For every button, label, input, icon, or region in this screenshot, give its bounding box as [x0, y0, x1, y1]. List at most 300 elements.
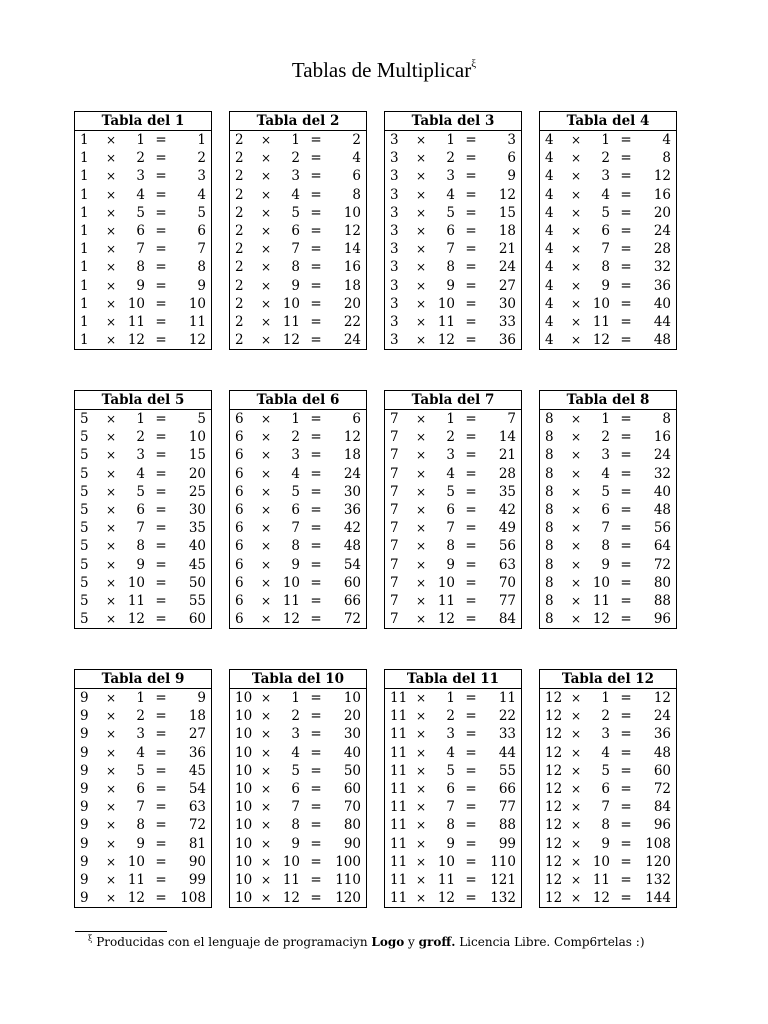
table-row	[540, 410, 676, 428]
product: 42	[498, 501, 516, 518]
multiplier: 9	[446, 835, 455, 852]
table-row	[385, 258, 521, 276]
table-row	[540, 446, 676, 464]
multiplicand: 7	[390, 574, 399, 591]
table-row	[540, 149, 676, 167]
product: 18	[188, 708, 206, 725]
times-sign: ×	[570, 151, 582, 166]
multiplier: 10	[592, 574, 610, 591]
product: 60	[188, 611, 206, 628]
product: 50	[188, 574, 206, 591]
multiplier: 11	[282, 313, 300, 330]
multiplicand: 5	[80, 611, 89, 628]
times-sign: ×	[415, 169, 427, 184]
multiplier: 8	[291, 259, 300, 276]
multiplier: 6	[291, 222, 300, 239]
multiplier: 5	[291, 762, 300, 779]
times-sign: ×	[570, 187, 582, 202]
multiplier: 2	[291, 708, 300, 725]
product: 8	[352, 186, 361, 203]
multiplier: 5	[291, 204, 300, 221]
table-row	[230, 446, 366, 464]
multiplicand: 6	[235, 411, 244, 427]
multiplier: 10	[437, 853, 455, 870]
multiplicand: 7	[390, 411, 399, 427]
multiplicand: 7	[390, 611, 399, 628]
multiplier: 3	[291, 168, 300, 185]
table-row	[385, 798, 521, 816]
times-sign: ×	[415, 242, 427, 257]
table-row	[540, 762, 676, 780]
equals-sign: =	[465, 259, 477, 276]
multiplier: 7	[136, 241, 145, 258]
table-row	[540, 574, 676, 592]
times-sign: ×	[105, 278, 117, 293]
times-sign: ×	[105, 557, 117, 572]
table-row	[385, 816, 521, 834]
table-row	[75, 574, 211, 592]
table-row	[75, 277, 211, 295]
times-sign: ×	[570, 575, 582, 590]
table-row	[230, 889, 366, 907]
product: 22	[343, 313, 361, 330]
product: 55	[188, 592, 206, 609]
product: 21	[498, 241, 516, 258]
times-sign: ×	[570, 557, 582, 572]
equals-sign: =	[465, 313, 477, 330]
times-sign: ×	[415, 872, 427, 887]
multiplicand: 11	[390, 762, 408, 779]
product: 12	[653, 168, 671, 185]
multiplier: 7	[601, 799, 610, 816]
times-sign: ×	[260, 854, 272, 869]
multiplier: 6	[291, 780, 300, 797]
product: 84	[498, 611, 516, 628]
table-header: Tabla del 8	[540, 391, 676, 410]
title-footnote-mark: ξ	[471, 58, 477, 70]
table-row	[385, 889, 521, 907]
multiplicand: 10	[235, 690, 253, 706]
multiplicand: 10	[235, 817, 253, 834]
multiplier: 1	[136, 132, 145, 148]
table-row	[385, 501, 521, 519]
multiplicand: 3	[390, 332, 399, 349]
product: 16	[343, 259, 361, 276]
multiplicand: 4	[545, 168, 554, 185]
equals-sign: =	[620, 204, 632, 221]
table-row	[75, 610, 211, 628]
equals-sign: =	[620, 132, 632, 148]
table-row	[385, 707, 521, 725]
product: 18	[498, 222, 516, 239]
product: 20	[343, 295, 361, 312]
equals-sign: =	[620, 483, 632, 500]
multiplicand: 3	[390, 259, 399, 276]
multiplicand: 1	[80, 313, 89, 330]
table-row	[75, 186, 211, 204]
equals-sign: =	[155, 277, 167, 294]
table-row	[385, 610, 521, 628]
times-sign: ×	[570, 763, 582, 778]
table-row	[230, 762, 366, 780]
table-row	[540, 519, 676, 537]
multiplicand: 7	[390, 556, 399, 573]
table-row	[540, 556, 676, 574]
multiplicand: 4	[545, 186, 554, 203]
multiplier: 11	[282, 871, 300, 888]
equals-sign: =	[310, 853, 322, 870]
times-sign: ×	[415, 691, 427, 705]
times-sign: ×	[260, 575, 272, 590]
multiplier: 8	[601, 817, 610, 834]
times-sign: ×	[415, 484, 427, 499]
multiplier: 8	[291, 817, 300, 834]
table-row	[230, 519, 366, 537]
table-row	[230, 835, 366, 853]
multiplicand: 7	[390, 592, 399, 609]
table-row	[230, 204, 366, 222]
multiplier: 3	[446, 447, 455, 464]
table-row	[230, 744, 366, 762]
multiplicand: 5	[80, 556, 89, 573]
equals-sign: =	[155, 556, 167, 573]
multiplicand: 10	[235, 853, 253, 870]
times-sign: ×	[415, 539, 427, 554]
multiplicand: 5	[80, 465, 89, 482]
times-sign: ×	[260, 151, 272, 166]
multiplier: 8	[601, 259, 610, 276]
product: 32	[653, 465, 671, 482]
product: 14	[498, 429, 516, 446]
multiplicand: 12	[545, 817, 563, 834]
equals-sign: =	[155, 726, 167, 743]
product: 27	[498, 277, 516, 294]
product: 48	[343, 538, 361, 555]
times-sign: ×	[570, 818, 582, 833]
times-sign: ×	[105, 314, 117, 329]
product: 70	[343, 799, 361, 816]
multiplicand: 5	[80, 447, 89, 464]
product: 36	[343, 501, 361, 518]
multiplicand: 4	[545, 332, 554, 349]
table-row	[230, 167, 366, 185]
times-sign: ×	[260, 691, 272, 705]
product: 4	[662, 132, 671, 148]
table-row	[75, 537, 211, 555]
multiplicand: 8	[545, 501, 554, 518]
multiplier: 10	[127, 295, 145, 312]
multiplier: 12	[127, 332, 145, 349]
table-row	[230, 574, 366, 592]
multiplier: 10	[592, 853, 610, 870]
equals-sign: =	[310, 690, 322, 706]
table-row	[230, 149, 366, 167]
product: 56	[498, 538, 516, 555]
equals-sign: =	[620, 168, 632, 185]
table-row	[75, 689, 211, 707]
product: 36	[653, 277, 671, 294]
times-sign: ×	[105, 205, 117, 220]
multiplicand: 2	[235, 168, 244, 185]
table-row	[75, 258, 211, 276]
multiplier: 5	[136, 204, 145, 221]
times-sign: ×	[260, 466, 272, 481]
footnote-text-2: y	[404, 935, 419, 949]
table-row	[385, 835, 521, 853]
multiplier: 1	[291, 690, 300, 706]
equals-sign: =	[465, 132, 477, 148]
multiplicand: 7	[390, 520, 399, 537]
times-sign: ×	[260, 333, 272, 348]
times-sign: ×	[105, 800, 117, 815]
times-sign: ×	[260, 448, 272, 463]
multiplicand: 8	[545, 411, 554, 427]
equals-sign: =	[155, 411, 167, 427]
multiplicand: 6	[235, 592, 244, 609]
table-row	[385, 410, 521, 428]
table-row	[385, 574, 521, 592]
multiplicand: 11	[390, 726, 408, 743]
times-sign: ×	[105, 242, 117, 257]
multiplicand: 10	[235, 708, 253, 725]
product: 11	[188, 313, 206, 330]
multiplicand: 6	[235, 520, 244, 537]
equals-sign: =	[465, 186, 477, 203]
multiplier: 1	[291, 132, 300, 148]
product: 108	[645, 835, 671, 852]
equals-sign: =	[310, 277, 322, 294]
equals-sign: =	[155, 520, 167, 537]
times-sign: ×	[415, 296, 427, 311]
table-row	[385, 556, 521, 574]
multiplier: 6	[446, 222, 455, 239]
equals-sign: =	[310, 835, 322, 852]
multiplicand: 8	[545, 447, 554, 464]
multiplier: 2	[136, 708, 145, 725]
table-row	[230, 537, 366, 555]
table-row	[75, 707, 211, 725]
multiplicand: 6	[235, 556, 244, 573]
table-row	[385, 537, 521, 555]
product: 3	[197, 168, 206, 185]
product: 80	[653, 574, 671, 591]
equals-sign: =	[465, 611, 477, 628]
product: 60	[653, 762, 671, 779]
equals-sign: =	[465, 447, 477, 464]
multiplier: 11	[127, 592, 145, 609]
times-sign: ×	[570, 502, 582, 517]
product: 45	[188, 762, 206, 779]
times-sign: ×	[105, 223, 117, 238]
multiplicand: 9	[80, 871, 89, 888]
product: 28	[653, 241, 671, 258]
multiplier: 9	[446, 277, 455, 294]
footnote	[88, 934, 645, 949]
equals-sign: =	[465, 332, 477, 349]
times-sign: ×	[260, 242, 272, 257]
times-sign: ×	[105, 260, 117, 275]
times-sign: ×	[570, 260, 582, 275]
equals-sign: =	[620, 744, 632, 761]
equals-sign: =	[620, 411, 632, 427]
product: 12	[343, 429, 361, 446]
multiplier: 3	[446, 168, 455, 185]
table-row	[540, 331, 676, 349]
table-row	[75, 725, 211, 743]
times-sign: ×	[105, 187, 117, 202]
multiplicand: 7	[390, 429, 399, 446]
multiplicand: 10	[235, 780, 253, 797]
multiplier: 9	[601, 556, 610, 573]
equals-sign: =	[465, 411, 477, 427]
times-sign: ×	[260, 169, 272, 184]
times-sign: ×	[260, 593, 272, 608]
product: 30	[498, 295, 516, 312]
multiplicand: 2	[235, 295, 244, 312]
equals-sign: =	[155, 799, 167, 816]
multiplicand: 8	[545, 574, 554, 591]
table-row	[540, 871, 676, 889]
product: 20	[188, 465, 206, 482]
table-row	[230, 313, 366, 331]
table-header: Tabla del 12	[540, 670, 676, 689]
times-sign: ×	[105, 612, 117, 627]
multiplier: 10	[282, 295, 300, 312]
product: 4	[197, 186, 206, 203]
product: 6	[352, 168, 361, 185]
multiplier: 8	[136, 259, 145, 276]
product: 49	[498, 520, 516, 537]
multiplicand: 6	[235, 483, 244, 500]
product: 14	[343, 241, 361, 258]
product: 1	[197, 132, 206, 148]
product: 60	[343, 780, 361, 797]
table-row	[385, 313, 521, 331]
table-row	[230, 131, 366, 149]
product: 96	[653, 817, 671, 834]
times-sign: ×	[260, 539, 272, 554]
equals-sign: =	[620, 799, 632, 816]
table-row	[540, 277, 676, 295]
product: 10	[343, 204, 361, 221]
equals-sign: =	[465, 295, 477, 312]
multiplicand: 2	[235, 241, 244, 258]
multiplier: 11	[437, 871, 455, 888]
equals-sign: =	[310, 411, 322, 427]
multiplicand: 10	[235, 762, 253, 779]
multiplier: 6	[601, 222, 610, 239]
equals-sign: =	[465, 501, 477, 518]
equals-sign: =	[155, 204, 167, 221]
multiplicand: 7	[390, 447, 399, 464]
times-sign: ×	[570, 800, 582, 815]
table-row	[75, 501, 211, 519]
equals-sign: =	[620, 429, 632, 446]
table-row	[230, 277, 366, 295]
product: 44	[498, 744, 516, 761]
table-row	[75, 167, 211, 185]
times-sign: ×	[260, 763, 272, 778]
equals-sign: =	[155, 853, 167, 870]
product: 30	[343, 726, 361, 743]
multiplicand: 4	[545, 204, 554, 221]
multiplicand: 3	[390, 241, 399, 258]
multiplicand: 1	[80, 132, 89, 148]
table-row	[385, 853, 521, 871]
times-sign: ×	[260, 314, 272, 329]
product: 121	[490, 871, 516, 888]
multiplier: 5	[601, 483, 610, 500]
multiplicand: 1	[80, 259, 89, 276]
product: 144	[645, 890, 671, 907]
table-del-11	[384, 669, 522, 908]
multiplicand: 5	[80, 429, 89, 446]
equals-sign: =	[155, 611, 167, 628]
product: 110	[335, 871, 361, 888]
product: 3	[507, 132, 516, 148]
multiplier: 3	[136, 168, 145, 185]
equals-sign: =	[465, 556, 477, 573]
multiplier: 1	[601, 690, 610, 706]
multiplicand: 2	[235, 150, 244, 167]
footnote-logo: Logo	[371, 935, 405, 949]
equals-sign: =	[310, 538, 322, 555]
table-row	[75, 835, 211, 853]
times-sign: ×	[415, 727, 427, 742]
multiplier: 5	[446, 204, 455, 221]
multiplier: 7	[601, 241, 610, 258]
table-row	[230, 222, 366, 240]
times-sign: ×	[570, 484, 582, 499]
product: 80	[343, 817, 361, 834]
equals-sign: =	[465, 429, 477, 446]
multiplier: 1	[291, 411, 300, 427]
multiplier: 4	[446, 186, 455, 203]
equals-sign: =	[620, 538, 632, 555]
table-header: Tabla del 10	[230, 670, 366, 689]
table-row	[75, 446, 211, 464]
multiplier: 2	[601, 150, 610, 167]
equals-sign: =	[310, 762, 322, 779]
table-row	[385, 149, 521, 167]
multiplier: 4	[136, 744, 145, 761]
multiplicand: 3	[390, 222, 399, 239]
table-row	[385, 744, 521, 762]
equals-sign: =	[465, 592, 477, 609]
equals-sign: =	[155, 762, 167, 779]
times-sign: ×	[260, 484, 272, 499]
times-sign: ×	[415, 314, 427, 329]
multiplier: 7	[291, 241, 300, 258]
multiplier: 10	[127, 574, 145, 591]
product: 10	[188, 429, 206, 446]
equals-sign: =	[310, 556, 322, 573]
multiplier: 11	[282, 592, 300, 609]
times-sign: ×	[105, 763, 117, 778]
multiplicand: 3	[390, 295, 399, 312]
multiplicand: 6	[235, 574, 244, 591]
multiplicand: 12	[545, 871, 563, 888]
multiplier: 8	[291, 538, 300, 555]
multiplier: 2	[601, 708, 610, 725]
equals-sign: =	[465, 204, 477, 221]
multiplier: 12	[592, 332, 610, 349]
equals-sign: =	[620, 313, 632, 330]
multiplicand: 11	[390, 890, 408, 907]
equals-sign: =	[310, 744, 322, 761]
times-sign: ×	[570, 242, 582, 257]
times-sign: ×	[105, 818, 117, 833]
